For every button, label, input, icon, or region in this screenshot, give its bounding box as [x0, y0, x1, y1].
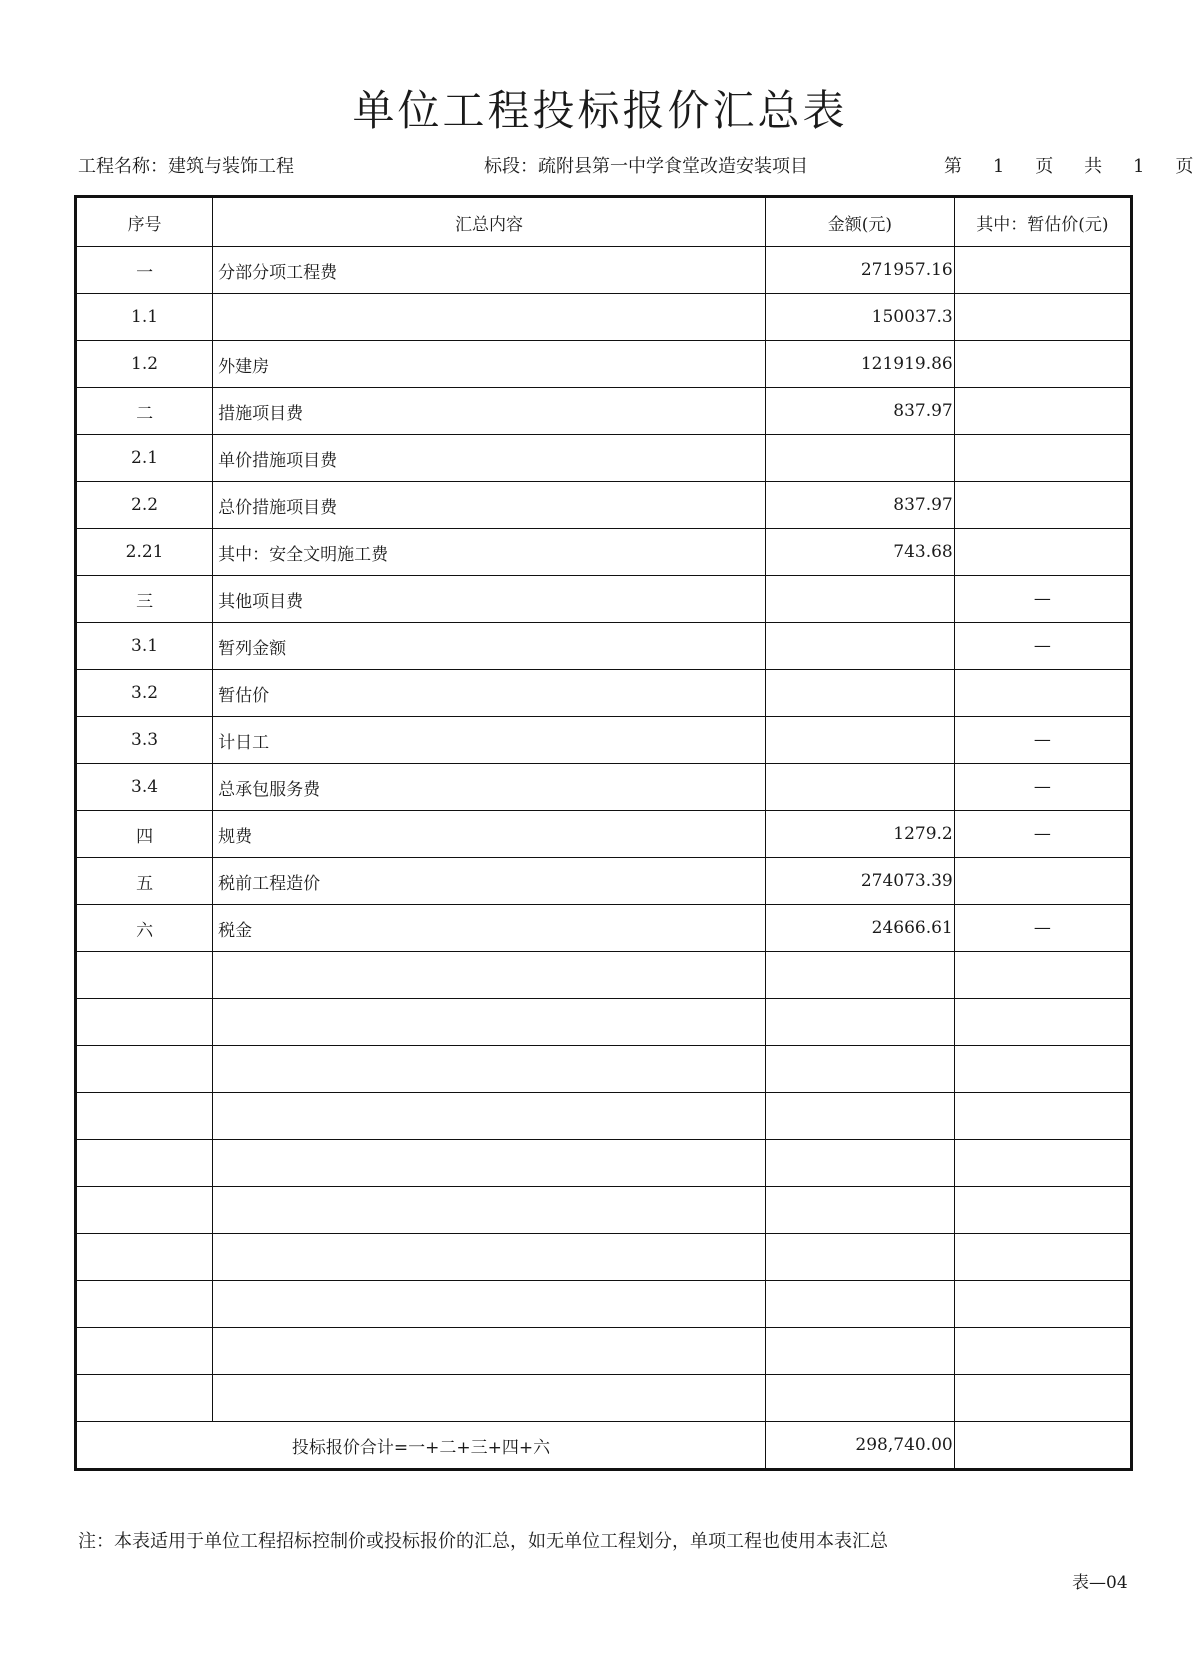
row-content [213, 1187, 766, 1234]
table-row [76, 1093, 1132, 1140]
page-label-di: 第 [944, 156, 962, 177]
row-no: 2.2 [76, 482, 213, 529]
table-row [76, 388, 1132, 435]
table-row [76, 717, 1132, 764]
row-content: 暂估价 [213, 670, 766, 717]
row-no [76, 1093, 213, 1140]
row-no: 二 [76, 388, 213, 435]
page-total: 1 [1133, 156, 1145, 177]
segment-name: 标段：疏附县第一中学食堂改造安装项目 [484, 156, 808, 177]
row-content [213, 1375, 766, 1422]
form-number: 表—04 [1072, 1573, 1128, 1593]
row-no [76, 1187, 213, 1234]
row-no [76, 1328, 213, 1375]
row-no [76, 1281, 213, 1328]
row-no [76, 1375, 213, 1422]
row-no: 一 [76, 247, 213, 294]
table-header-row [76, 197, 1132, 247]
row-no: 三 [76, 576, 213, 623]
row-amount [765, 1046, 954, 1093]
row-no [76, 999, 213, 1046]
row-no: 3.2 [76, 670, 213, 717]
total-amount: 298,740.00 [765, 1422, 954, 1470]
row-amount: 837.97 [765, 388, 954, 435]
table-row [76, 576, 1132, 623]
table-row [76, 764, 1132, 811]
row-amount [765, 435, 954, 482]
row-no: 3.1 [76, 623, 213, 670]
table-row [76, 623, 1132, 670]
row-no [76, 952, 213, 999]
table-row [76, 247, 1132, 294]
page-current: 1 [992, 156, 1005, 177]
row-provisional [954, 999, 1131, 1046]
row-amount [765, 1328, 954, 1375]
row-no: 1.1 [76, 294, 213, 341]
table-row [76, 341, 1132, 388]
table-row [76, 482, 1132, 529]
row-provisional [954, 529, 1131, 576]
row-provisional [954, 482, 1131, 529]
table-row [76, 811, 1132, 858]
row-no: 2.1 [76, 435, 213, 482]
row-content [213, 1046, 766, 1093]
row-amount [765, 1187, 954, 1234]
row-provisional [954, 1093, 1131, 1140]
table-row [76, 952, 1132, 999]
row-amount: 121919.86 [765, 341, 954, 388]
row-no: 3.4 [76, 764, 213, 811]
row-amount [765, 999, 954, 1046]
row-content [213, 952, 766, 999]
row-amount [765, 1234, 954, 1281]
row-amount [765, 1140, 954, 1187]
row-no [76, 1046, 213, 1093]
row-amount [765, 576, 954, 623]
row-provisional [954, 670, 1131, 717]
total-row [76, 1422, 1132, 1470]
row-content: 其他项目费 [213, 576, 766, 623]
table-row [76, 1234, 1132, 1281]
row-content [213, 1234, 766, 1281]
row-content: 单价措施项目费 [213, 435, 766, 482]
row-content: 计日工 [213, 717, 766, 764]
table-row [76, 1375, 1132, 1422]
page-title: 单位工程投标报价汇总表 [352, 86, 848, 135]
row-content: 暂列金额 [213, 623, 766, 670]
row-content: 总承包服务费 [213, 764, 766, 811]
row-provisional [954, 388, 1131, 435]
header-content: 汇总内容 [213, 197, 766, 247]
row-content: 分部分项工程费 [213, 247, 766, 294]
row-amount [765, 1093, 954, 1140]
row-amount [765, 623, 954, 670]
row-provisional: — [954, 623, 1131, 670]
row-provisional [954, 858, 1131, 905]
header-no: 序号 [76, 197, 213, 247]
row-amount [765, 952, 954, 999]
page-label-gong: 共 [1084, 156, 1103, 177]
total-provisional [954, 1422, 1131, 1470]
table-row [76, 670, 1132, 717]
row-provisional [954, 1187, 1131, 1234]
row-provisional [954, 435, 1131, 482]
total-label: 投标报价合计=一+二+三+四+六 [76, 1422, 766, 1470]
row-no [76, 1140, 213, 1187]
row-content [213, 1140, 766, 1187]
row-provisional [954, 294, 1131, 341]
row-no: 五 [76, 858, 213, 905]
row-content [213, 999, 766, 1046]
row-no [76, 1234, 213, 1281]
row-content: 税前工程造价 [213, 858, 766, 905]
table-row [76, 1140, 1132, 1187]
table-row [76, 529, 1132, 576]
row-content [213, 1328, 766, 1375]
row-provisional: — [954, 811, 1131, 858]
page-label-ye: 页 [1035, 156, 1054, 177]
row-amount: 1279.2 [765, 811, 954, 858]
row-provisional [954, 952, 1131, 999]
row-content: 措施项目费 [213, 388, 766, 435]
row-provisional: — [954, 717, 1131, 764]
summary-table [74, 195, 1133, 1471]
row-content [213, 294, 766, 341]
footnote: 注：本表适用于单位工程招标控制价或投标报价的汇总，如无单位工程划分，单项工程也使用本表汇总 [78, 1531, 888, 1552]
table-row [76, 1328, 1132, 1375]
row-provisional [954, 1375, 1131, 1422]
table-row [76, 905, 1132, 952]
row-amount [765, 717, 954, 764]
row-provisional [954, 1140, 1131, 1187]
row-provisional [954, 1328, 1131, 1375]
table-row [76, 858, 1132, 905]
row-amount [765, 764, 954, 811]
row-provisional [954, 247, 1131, 294]
header-provisional: 其中：暂估价(元) [954, 197, 1131, 247]
project-name: 工程名称：建筑与装饰工程 [78, 156, 294, 177]
row-amount: 837.97 [765, 482, 954, 529]
row-amount: 743.68 [765, 529, 954, 576]
row-content: 其中：安全文明施工费 [213, 529, 766, 576]
row-no: 六 [76, 905, 213, 952]
row-no: 3.3 [76, 717, 213, 764]
row-amount [765, 670, 954, 717]
row-content: 税金 [213, 905, 766, 952]
row-provisional: — [954, 764, 1131, 811]
row-provisional [954, 1234, 1131, 1281]
table-row [76, 999, 1132, 1046]
table-row [76, 1046, 1132, 1093]
row-amount [765, 1375, 954, 1422]
row-no: 2.21 [76, 529, 213, 576]
row-provisional: — [954, 576, 1131, 623]
row-content: 外建房 [213, 341, 766, 388]
row-provisional [954, 1281, 1131, 1328]
row-provisional [954, 341, 1131, 388]
row-content [213, 1281, 766, 1328]
row-content: 总价措施项目费 [213, 482, 766, 529]
row-amount: 274073.39 [765, 858, 954, 905]
row-amount: 271957.16 [765, 247, 954, 294]
row-content [213, 1093, 766, 1140]
row-no: 四 [76, 811, 213, 858]
row-amount: 24666.61 [765, 905, 954, 952]
row-content: 规费 [213, 811, 766, 858]
table-row [76, 1187, 1132, 1234]
page-indicator [944, 152, 1193, 178]
table-row [76, 435, 1132, 482]
row-no: 1.2 [76, 341, 213, 388]
row-amount [765, 1281, 954, 1328]
row-provisional [954, 1046, 1131, 1093]
table-row [76, 294, 1132, 341]
header-amount: 金额(元) [765, 197, 954, 247]
page-label-ye2: 页 [1175, 156, 1194, 177]
table-row [76, 1281, 1132, 1328]
row-provisional: — [954, 905, 1131, 952]
row-amount: 150037.3 [765, 294, 954, 341]
